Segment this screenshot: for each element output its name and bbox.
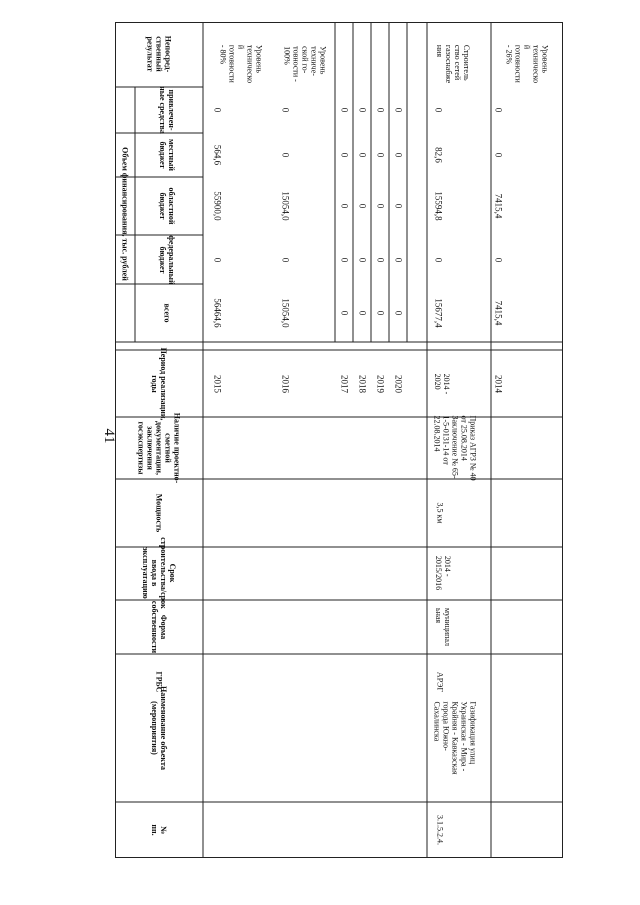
row-local: 564,6: [212, 144, 223, 166]
row-federal: 0: [357, 257, 368, 263]
object-ownership: муниципал ьная: [434, 607, 452, 647]
row-result: Уровень техническо й готовности - 80%: [218, 44, 264, 84]
row-regional: 15594,8: [433, 191, 444, 221]
row-local: 0: [339, 152, 350, 158]
row-regional: 15054,0: [280, 191, 291, 221]
header-ownership: Форма собственности: [150, 600, 168, 654]
header-name: Наименование объекта (мероприятия): [150, 686, 168, 770]
row-total: 15677,4: [433, 298, 444, 328]
row-total: 56464,6: [212, 298, 223, 328]
object-capacity: 3,5 км: [435, 502, 445, 524]
row-result: Уровень техниче- ской го- товности - 100%: [282, 46, 328, 82]
row-period: 2017: [339, 375, 350, 393]
row-federal: 0: [375, 257, 386, 263]
row-federal: 0: [212, 257, 223, 263]
row-regional: 0: [357, 203, 368, 209]
header-capacity: Мощность: [154, 493, 164, 533]
header-term: Срок строительства/срок ввода в эксплуатацию: [141, 537, 177, 609]
row-regional: 0: [393, 203, 404, 209]
row-regional: 7415,4: [493, 193, 504, 219]
header-local: местный бюджет: [158, 138, 176, 172]
row-federal: 0: [393, 257, 404, 263]
header-regional: областной бюджет: [158, 187, 176, 225]
header-total: всего: [162, 303, 172, 323]
row-local: 82,6: [433, 147, 444, 163]
row-local: 0: [393, 152, 404, 158]
header-period: Период реализации, годы: [150, 347, 168, 421]
row-regional: 0: [339, 203, 350, 209]
row-period: 2015: [212, 375, 223, 393]
row-local: 0: [357, 152, 368, 158]
row-period: 2016: [280, 375, 291, 393]
table-grid: [115, 22, 563, 858]
row-federal: 0: [493, 257, 504, 263]
object-grbs: АРЭГ: [435, 671, 445, 693]
row-period: 2020: [393, 375, 404, 393]
header-financing: Объем финансирования, тыс. рублей: [120, 147, 130, 281]
header-result: Непосред- ственный результат: [145, 35, 173, 73]
object-docs: Приказ АГРЗ № 40 от 25.08.2014 Заключение № 65- 1-5-0131-14 от 22.08.2014: [432, 415, 478, 481]
row-federal: 0: [339, 257, 350, 263]
row-period: 2018: [357, 375, 368, 393]
header-attracted: привлечен- ные средства: [158, 86, 176, 134]
row-attracted: 0: [339, 107, 350, 113]
header-docs: Наличие проектно- сметной документации, заключения госэкспертизы: [136, 412, 182, 484]
row-attracted: 0: [375, 107, 386, 113]
row-period: 2019: [375, 375, 386, 393]
header-federal: федеральный бюджет: [158, 235, 176, 285]
row-total: 0: [393, 310, 404, 316]
row-period: 2014 - 2020: [433, 373, 451, 395]
row-attracted: 0: [433, 107, 444, 113]
row-regional: 0: [375, 203, 386, 209]
row-local: 0: [375, 152, 386, 158]
row-total: 7415,4: [493, 300, 504, 326]
row-attracted: 0: [212, 107, 223, 113]
row-total: 15054,0: [280, 298, 291, 328]
row-regional: 55900,0: [212, 191, 223, 221]
row-result: Уровень техническо й готовности - 26%: [504, 44, 550, 84]
object-number: 3.1.5.2.4.: [435, 815, 445, 845]
rotated-table: [115, 22, 563, 858]
page-number: 41: [101, 428, 117, 444]
row-result: Строитель ство сетей газоснабже ния: [435, 44, 471, 84]
object-term: 2014 - 2015/2016: [434, 555, 452, 591]
row-local: 0: [493, 152, 504, 158]
row-local: 0: [280, 152, 291, 158]
row-total: 0: [339, 310, 350, 316]
header-no: № пп.: [150, 824, 168, 836]
row-attracted: 0: [357, 107, 368, 113]
header-grbs: ГРБС: [154, 671, 164, 693]
row-period: 2014: [493, 375, 504, 393]
row-federal: 0: [433, 257, 444, 263]
row-total: 0: [357, 310, 368, 316]
row-attracted: 0: [393, 107, 404, 113]
object-name: Газификация улиц Украинская - Мира - Крайняя - Кавказская города Южно- Сахалинска: [432, 701, 478, 775]
row-federal: 0: [280, 257, 291, 263]
row-attracted: 0: [493, 107, 504, 113]
row-attracted: 0: [280, 107, 291, 113]
row-total: 0: [375, 310, 386, 316]
